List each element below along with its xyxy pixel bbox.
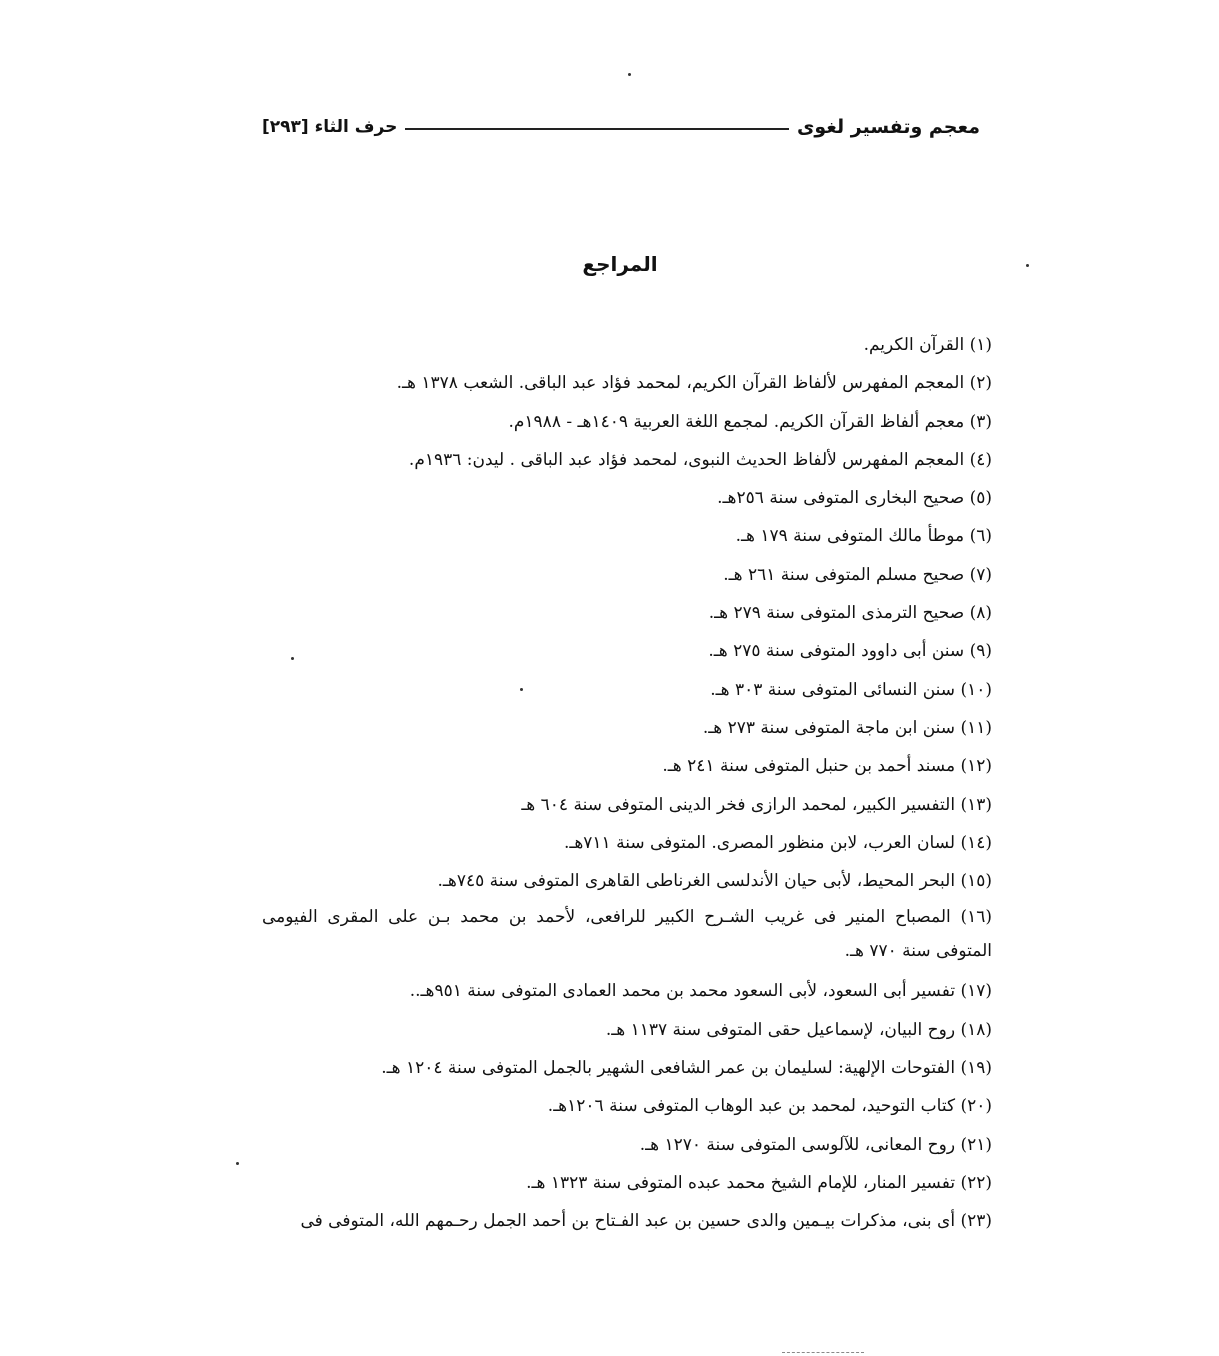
reference-item: (٦) موطأ مالك المتوفى سنة ١٧٩ هـ.	[735, 526, 992, 547]
reference-item: (٢١) روح المعانى، للآلوسى المتوفى سنة ١٢٧٠ هـ.	[639, 1134, 992, 1155]
reference-item: (٨) صحيح الترمذى المتوفى سنة ٢٧٩ هـ.	[708, 603, 992, 624]
reference-item: (١٧) تفسير أبى السعود، لأبى السعود محمد بن محمد العمادى المتوفى سنة ٩٥١هـ..	[409, 981, 992, 1002]
reference-item: (١) القرآن الكريم.	[863, 335, 992, 355]
reference-item: (١٨) روح البيان، لإسماعيل حقى المتوفى سنة ١١٣٧ هـ.	[605, 1019, 992, 1040]
reference-item: (١٥) البحر المحيط، لأبى حيان الأندلسى الغرناطى القاهرى المتوفى سنة ٧٤٥هـ.	[437, 871, 992, 892]
scan-speck	[291, 657, 294, 660]
reference-item: (١١) سنن ابن ماجة المتوفى سنة ٢٧٣ هـ.	[702, 717, 992, 738]
scan-speck	[236, 1162, 239, 1165]
reference-item: (١٢) مسند أحمد بن حنبل المتوفى سنة ٢٤١ هـ.	[662, 756, 992, 777]
reference-item: (٥) صحيح البخارى المتوفى سنة ٢٥٦هـ.	[717, 488, 992, 509]
reference-item: (٩) سنن أبى داوود المتوفى سنة ٢٧٥ هـ.	[708, 641, 992, 662]
reference-item: (١٣) التفسير الكبير، لمحمد الرازى فخر الدينى المتوفى سنة ٦٠٤ هـ	[521, 794, 992, 815]
scan-speck	[520, 688, 523, 691]
reference-item: (١٤) لسان العرب، لابن منظور المصرى. المتوفى سنة ٧١١هـ.	[563, 832, 992, 853]
header-rule	[405, 128, 789, 130]
book-title: معجم وتفسير لغوى	[796, 116, 980, 138]
reference-item: (١٩) الفتوحات الإلهية: لسليمان بن عمر الشافعى الشهير بالجمل المتوفى سنة ١٢٠٤ هـ.	[381, 1058, 992, 1079]
reference-list	[262, 326, 992, 1241]
scan-speck	[628, 73, 631, 76]
reference-item: (٢) المعجم المفهرس لألفاظ القرآن الكريم، لمحمد فؤاد عبد الباقى. الشعب ١٣٧٨ هـ.	[396, 373, 992, 394]
scan-edge-rule	[782, 1352, 864, 1353]
reference-item: (١٠) سنن النسائى المتوفى سنة ٣٠٣ هـ.	[710, 679, 992, 700]
scan-speck	[1026, 264, 1029, 267]
reference-item: (٢٠) كتاب التوحيد، لمحمد بن عبد الوهاب المتوفى سنة ١٢٠٦هـ.	[547, 1096, 992, 1117]
reference-item: (٣) معجم ألفاظ القرآن الكريم. لمجمع اللغة العربية ١٤٠٩هـ - ١٩٨٨م.	[508, 411, 992, 432]
reference-item: (٤) المعجم المفهرس لألفاظ الحديث النبوى، لمحمد فؤاد عبد الباقى . ليدن: ١٩٣٦م.	[408, 449, 992, 470]
running-header	[262, 112, 980, 142]
reference-item: (٢٣) أى بنى، مذكرات بيـمين والدى حسين بن عبد الفـتاح بن أحمد الجمل رحـمهم الله، المتوفى فى	[300, 1211, 992, 1232]
reference-item: (٢٢) تفسير المنار، للإمام الشيخ محمد عبده المتوفى سنة ١٣٢٣ هـ.	[526, 1172, 992, 1193]
reference-item: (١٦) المصباح المنير فى غريب الشـرح الكبير للرافعى، لأحمد بن محمد بـن على المقرى الفيومى المتوفى سنة ٧٧٠ هـ.	[262, 907, 992, 962]
reference-item: (٧) صحيح مسلم المتوفى سنة ٢٦١ هـ.	[723, 564, 992, 585]
section-label: حرف الثاء [٢٩٣]	[262, 117, 398, 137]
page-title: المراجع	[582, 252, 658, 276]
